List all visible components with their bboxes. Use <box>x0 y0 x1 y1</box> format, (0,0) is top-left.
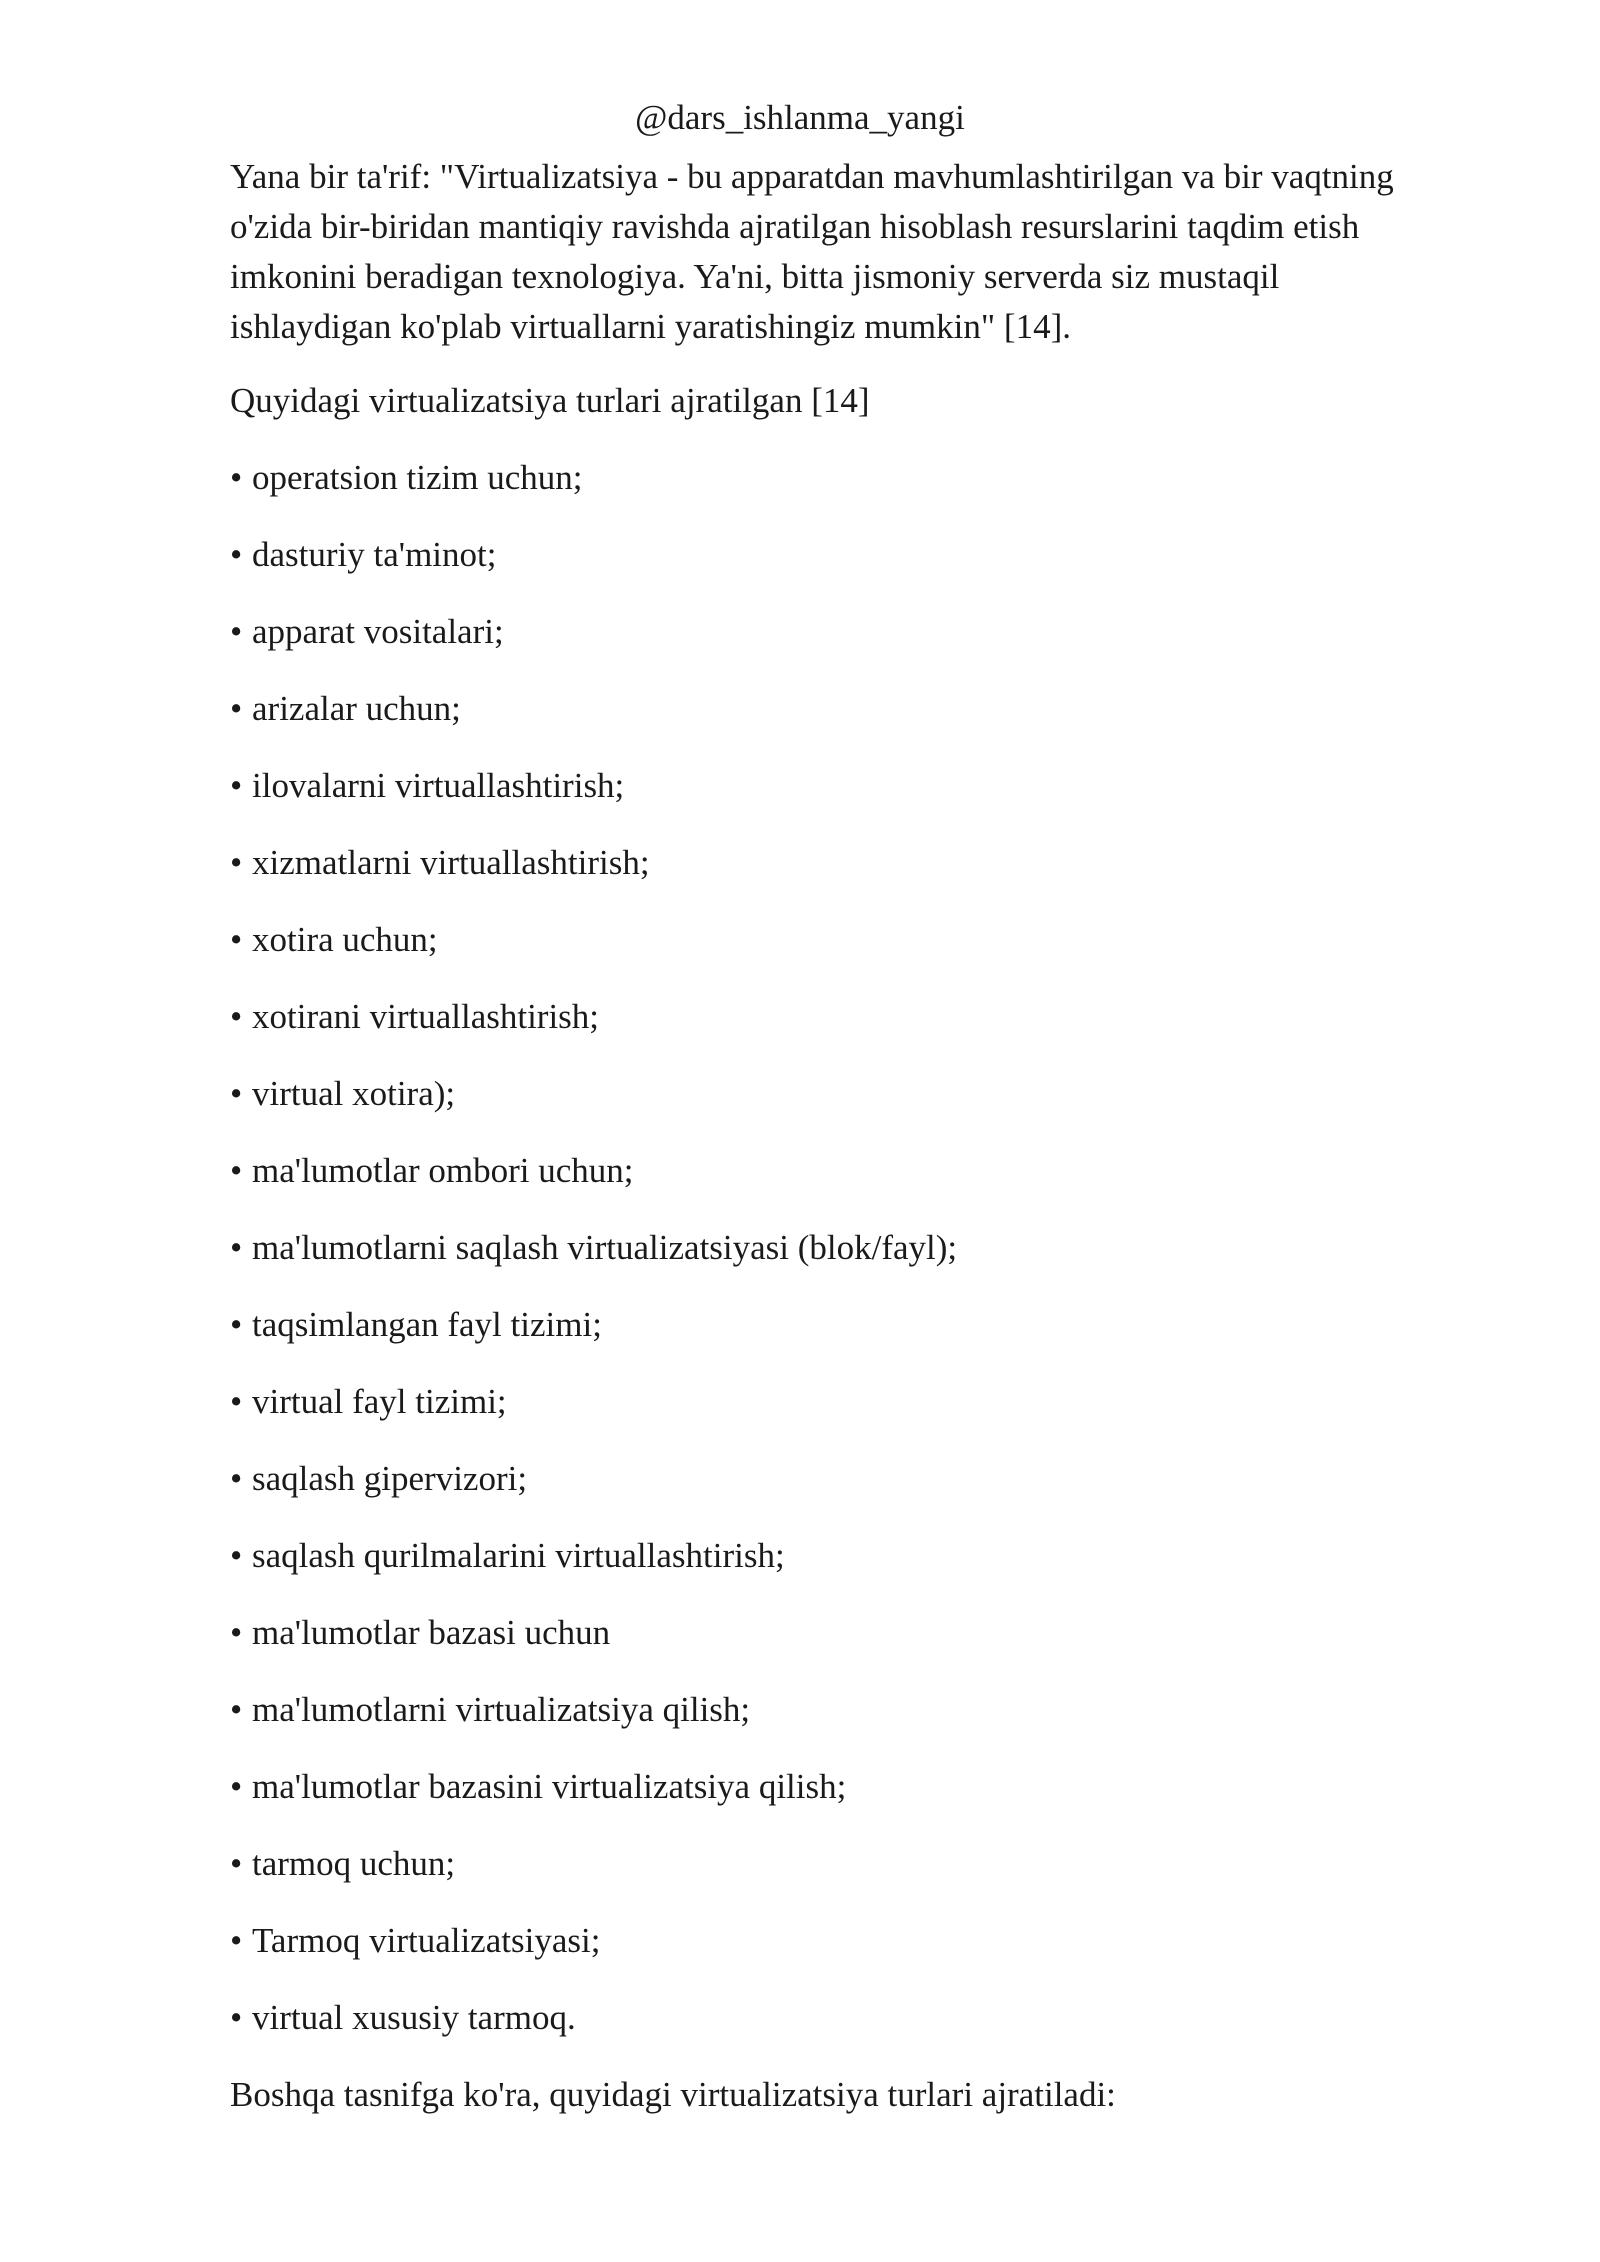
bullet-glyph: • <box>230 1844 243 1883</box>
bullet-glyph: • <box>230 1305 243 1344</box>
list-item <box>230 915 1430 965</box>
bullet-glyph: • <box>230 1998 243 2037</box>
bullet-glyph: • <box>230 766 243 805</box>
bullet-glyph: • <box>230 1228 243 1267</box>
list-item-text: tarmoq uchun; <box>252 1844 456 1883</box>
list-item-text: xotira uchun; <box>252 920 438 959</box>
list-item-text: Tarmoq virtualizatsiyasi; <box>252 1921 601 1960</box>
bullet-glyph: • <box>230 1459 243 1498</box>
list-item-text: dasturiy ta'minot; <box>252 535 497 574</box>
bullet-glyph: • <box>230 1382 243 1421</box>
list-item-text: virtual xotira); <box>252 1074 456 1113</box>
bullet-glyph: • <box>230 1613 243 1652</box>
list-item-text: ma'lumotlar bazasi uchun <box>252 1613 611 1652</box>
list-item-text: virtual xususiy tarmoq. <box>252 1998 576 2037</box>
bullet-glyph: • <box>230 1767 243 1806</box>
list-item-text: apparat vositalari; <box>252 612 504 651</box>
list-item-text: xizmatlarni virtuallashtirish; <box>252 843 650 882</box>
list-item <box>230 1685 1430 1735</box>
list-item <box>230 761 1430 811</box>
bullet-glyph: • <box>230 1536 243 1575</box>
list-item <box>230 1454 1430 1504</box>
bullet-glyph: • <box>230 920 243 959</box>
bullet-glyph: • <box>230 458 243 497</box>
list-item <box>230 992 1430 1042</box>
definition-paragraph: Yana bir ta'rif: "Virtualizatsiya - bu apparatdan mavhumlashtirilgan va bir vaqtning o'zida bir-biridan mantiqiy ravishda ajratilgan hisoblash resurslarini taqdim etish imkonini beradigan texnologiya. Ya'ni, bitta jismoniy serverda siz mustaqil ishlaydigan ko'plab virtuallarni yaratishingiz mumkin" [14]. <box>230 157 1394 346</box>
list-item-text: xotirani virtuallashtirish; <box>252 997 600 1036</box>
list-item-text: arizalar uchun; <box>252 689 461 728</box>
list-item-text: ma'lumotlar ombori uchun; <box>252 1151 634 1190</box>
list-item <box>230 1377 1430 1427</box>
list-item <box>230 1608 1430 1658</box>
list-item-text: saqlash qurilmalarini virtuallashtirish; <box>252 1536 785 1575</box>
list-item <box>230 530 1430 580</box>
list-item-text: operatsion tizim uchun; <box>252 458 583 497</box>
list-item <box>230 1839 1430 1889</box>
bullet-glyph: • <box>230 1690 243 1729</box>
list-item <box>230 1531 1430 1581</box>
list-item-text: ma'lumotlarni virtualizatsiya qilish; <box>252 1690 751 1729</box>
bullet-glyph: • <box>230 1074 243 1113</box>
list-item <box>230 1762 1430 1812</box>
bullet-glyph: • <box>230 1151 243 1190</box>
bullet-glyph: • <box>230 689 243 728</box>
bullet-glyph: • <box>230 1921 243 1960</box>
bullet-glyph: • <box>230 843 243 882</box>
list-item <box>230 1223 1430 1273</box>
list-item-text: taqsimlangan fayl tizimi; <box>252 1305 602 1344</box>
list-item-text: ma'lumotlar bazasini virtualizatsiya qilish; <box>252 1767 847 1806</box>
list-item-text: ma'lumotlarni saqlash virtualizatsiyasi (blok/fayl); <box>252 1228 958 1267</box>
list-item <box>230 1069 1430 1119</box>
virtualization-types-list <box>230 453 1430 2043</box>
list-item <box>230 1146 1430 1196</box>
bullet-glyph: • <box>230 997 243 1036</box>
types-intro: Quyidagi virtualizatsiya turlari ajratilgan [14] <box>230 381 870 420</box>
list-item-text: ilovalarni virtuallashtirish; <box>252 766 625 805</box>
bullet-glyph: • <box>230 612 243 651</box>
list-item <box>230 1300 1430 1350</box>
document-body <box>230 152 1430 2120</box>
list-item <box>230 1916 1430 1966</box>
page-header-channel: @dars_ishlanma_yangi <box>635 98 965 137</box>
closing-paragraph: Boshqa tasnifga ko'ra, quyidagi virtualizatsiya turlari ajratiladi: <box>230 2075 1116 2114</box>
list-item-text: virtual fayl tizimi; <box>252 1382 507 1421</box>
list-item <box>230 607 1430 657</box>
bullet-glyph: • <box>230 535 243 574</box>
list-item <box>230 838 1430 888</box>
list-item-text: saqlash gipervizori; <box>252 1459 528 1498</box>
list-item <box>230 684 1430 734</box>
list-item <box>230 453 1430 503</box>
list-item <box>230 1993 1430 2043</box>
